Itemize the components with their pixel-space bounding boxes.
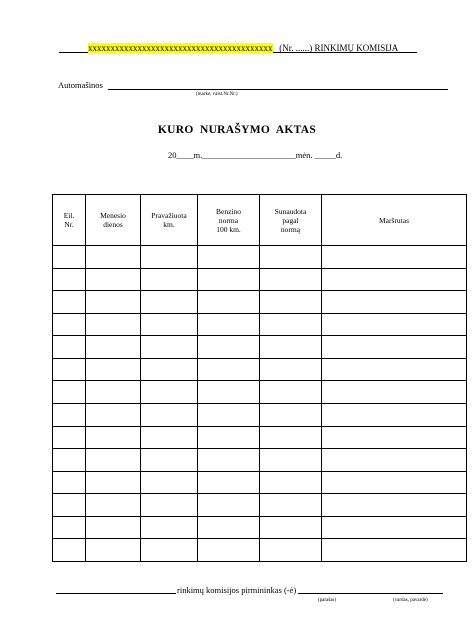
table-cell[interactable] <box>260 426 322 449</box>
table-row <box>53 449 467 472</box>
table-cell[interactable] <box>53 449 86 472</box>
table-cell[interactable] <box>322 246 467 269</box>
table-row <box>53 426 467 449</box>
table-row <box>53 358 467 381</box>
table-cell[interactable] <box>322 403 467 426</box>
table-cell[interactable] <box>260 268 322 291</box>
table-cell[interactable] <box>141 268 198 291</box>
table-cell[interactable] <box>198 336 260 359</box>
vehicle-label: Automašinos <box>58 80 103 90</box>
signature-hint: (parašas) <box>318 598 337 603</box>
column-header: Sunaudota pagal normą <box>260 195 322 246</box>
table-cell[interactable] <box>141 336 198 359</box>
table-cell[interactable] <box>198 313 260 336</box>
table-cell[interactable] <box>260 358 322 381</box>
commission-header <box>88 43 398 53</box>
document-title: KURO NURAŠYMO AKTAS <box>157 124 317 136</box>
table-cell[interactable] <box>322 471 467 494</box>
table-cell[interactable] <box>86 336 141 359</box>
table-cell[interactable] <box>322 449 467 472</box>
table-cell[interactable] <box>260 471 322 494</box>
column-header: Pravažiuota km. <box>141 195 198 246</box>
table-cell[interactable] <box>260 539 322 562</box>
table-cell[interactable] <box>198 358 260 381</box>
table-cell[interactable] <box>53 494 86 517</box>
table-cell[interactable] <box>141 494 198 517</box>
table-cell[interactable] <box>141 291 198 314</box>
table-cell[interactable] <box>198 539 260 562</box>
table-cell[interactable] <box>53 313 86 336</box>
commission-suffix: (Nr. ......) RINKIMŲ KOMISIJA <box>272 43 399 53</box>
table-cell[interactable] <box>141 449 198 472</box>
table-header-row <box>53 195 467 246</box>
table-body <box>53 246 467 562</box>
table-cell[interactable] <box>198 246 260 269</box>
vehicle-fill-line[interactable] <box>108 89 448 90</box>
signature-fill-line[interactable] <box>56 593 176 594</box>
table-cell[interactable] <box>86 449 141 472</box>
table-cell[interactable] <box>141 313 198 336</box>
table-cell[interactable] <box>322 313 467 336</box>
table-cell[interactable] <box>53 426 86 449</box>
table-row <box>53 246 467 269</box>
table-cell[interactable] <box>198 516 260 539</box>
table-cell[interactable] <box>86 268 141 291</box>
table-cell[interactable] <box>322 268 467 291</box>
column-header: Maršrutas <box>322 195 467 246</box>
table-cell[interactable] <box>53 381 86 404</box>
table-cell[interactable] <box>141 381 198 404</box>
table-cell[interactable] <box>260 449 322 472</box>
table-cell[interactable] <box>53 358 86 381</box>
table-cell[interactable] <box>86 539 141 562</box>
table-cell[interactable] <box>198 403 260 426</box>
table-cell[interactable] <box>53 471 86 494</box>
table-cell[interactable] <box>141 516 198 539</box>
table-cell[interactable] <box>260 336 322 359</box>
table-cell[interactable] <box>53 516 86 539</box>
table-cell[interactable] <box>141 539 198 562</box>
table-row <box>53 471 467 494</box>
table-row <box>53 313 467 336</box>
table-cell[interactable] <box>53 268 86 291</box>
table-cell[interactable] <box>86 291 141 314</box>
table-cell[interactable] <box>322 516 467 539</box>
table-cell[interactable] <box>53 403 86 426</box>
table-row <box>53 336 467 359</box>
table-cell[interactable] <box>322 494 467 517</box>
name-fill-line[interactable] <box>298 593 443 594</box>
table-cell[interactable] <box>260 246 322 269</box>
table-cell[interactable] <box>141 471 198 494</box>
table-cell[interactable] <box>260 381 322 404</box>
table-row <box>53 381 467 404</box>
table-cell[interactable] <box>86 403 141 426</box>
table-cell[interactable] <box>260 494 322 517</box>
table-cell[interactable] <box>53 291 86 314</box>
table-cell[interactable] <box>86 426 141 449</box>
table-cell[interactable] <box>198 381 260 404</box>
table-cell[interactable] <box>141 403 198 426</box>
table-cell[interactable] <box>322 291 467 314</box>
table-cell[interactable] <box>53 539 86 562</box>
column-header: Menesio dienos <box>86 195 141 246</box>
table-cell[interactable] <box>141 426 198 449</box>
table-cell[interactable] <box>86 381 141 404</box>
table-cell[interactable] <box>198 471 260 494</box>
table-cell[interactable] <box>198 494 260 517</box>
table-cell[interactable] <box>86 471 141 494</box>
table-cell[interactable] <box>260 516 322 539</box>
name-hint: (vardas, pavardė) <box>393 598 428 603</box>
table-row <box>53 403 467 426</box>
signature-role: rinkimų komisijos pirmininkas (-ė) <box>177 585 297 595</box>
table-row <box>53 516 467 539</box>
table-cell[interactable] <box>86 516 141 539</box>
table-cell[interactable] <box>198 426 260 449</box>
column-header: Benzino norma 100 km. <box>198 195 260 246</box>
table-cell[interactable] <box>86 313 141 336</box>
table-cell[interactable] <box>53 336 86 359</box>
column-header: Eil. Nr. <box>53 195 86 246</box>
fuel-writeoff-table <box>52 194 467 562</box>
table-row <box>53 268 467 291</box>
table-row <box>53 494 467 517</box>
table-cell[interactable] <box>86 494 141 517</box>
table-cell[interactable] <box>198 268 260 291</box>
table-cell[interactable] <box>141 246 198 269</box>
table-cell[interactable] <box>86 358 141 381</box>
table-cell[interactable] <box>86 246 141 269</box>
table-cell[interactable] <box>198 449 260 472</box>
table-cell[interactable] <box>322 381 467 404</box>
table-cell[interactable] <box>260 291 322 314</box>
table-cell[interactable] <box>322 539 467 562</box>
table-cell[interactable] <box>322 358 467 381</box>
table-cell[interactable] <box>260 403 322 426</box>
table-cell[interactable] <box>260 313 322 336</box>
table-cell[interactable] <box>322 426 467 449</box>
vehicle-hint: (marke, valst.Nr.Nr.) <box>196 92 238 97</box>
table-cell[interactable] <box>53 246 86 269</box>
table-row <box>53 291 467 314</box>
table-cell[interactable] <box>198 291 260 314</box>
commission-name-placeholder: xxxxxxxxxxxxxxxxxxxxxxxxxxxxxxxxxxxxxxxxx <box>88 43 273 53</box>
date-line: 20____m.______________________mėn. _____d. <box>168 150 343 160</box>
table-row <box>53 539 467 562</box>
table-cell[interactable] <box>141 358 198 381</box>
table-cell[interactable] <box>322 336 467 359</box>
